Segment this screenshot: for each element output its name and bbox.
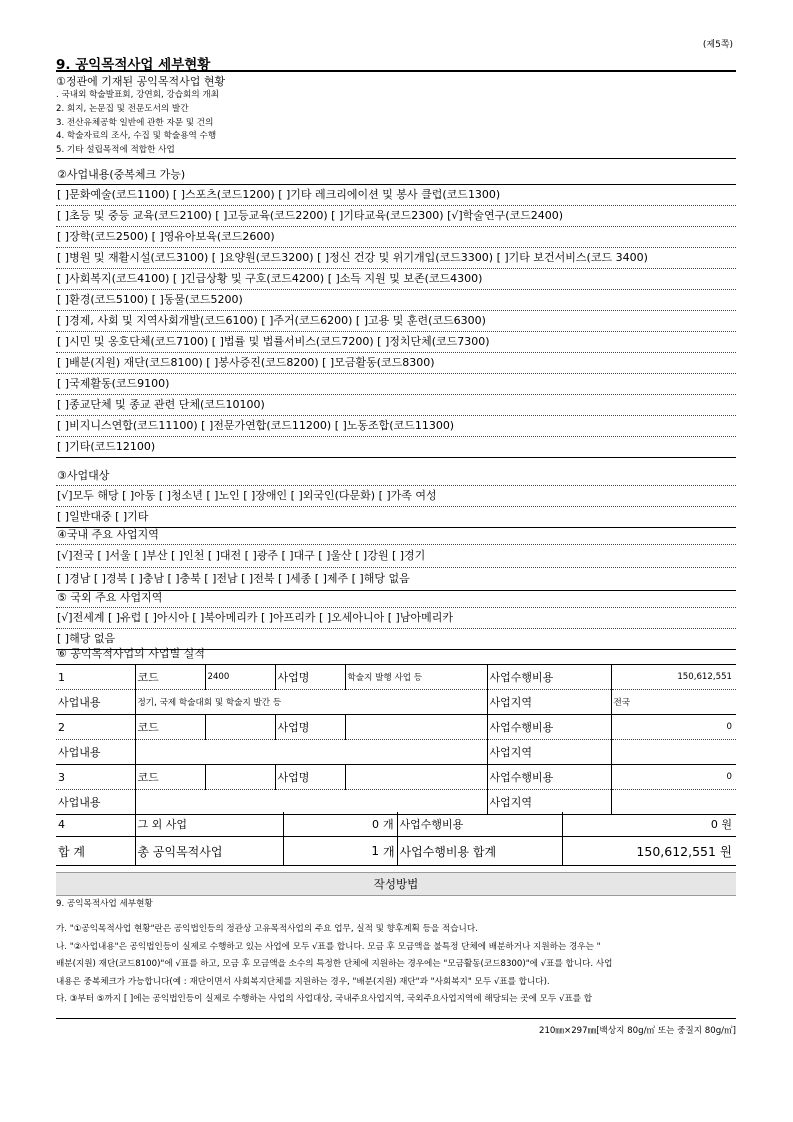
other-number: 4 xyxy=(56,812,135,837)
table-row xyxy=(56,740,736,765)
checkbox-row[interactable]: [ ]경제, 사회 및 지역사회개발(코드6100) [ ]주거(코드6200) [ ]고용 및 훈련(코드6300) xyxy=(56,311,736,332)
instruction-line: 다. ③부터 ⑤까지 [ ]에는 공익법인등이 실제로 수행하는 사업의 사업대상, 국내주요사업지역, 국외주요사업지역에 해당되는 곳에 모두 √표를 합 xyxy=(56,994,593,1004)
table-row xyxy=(56,665,736,690)
region-value[interactable]: 전국 xyxy=(611,690,736,715)
instructions-heading: 9. 공익목적사업 세부현황 xyxy=(56,899,153,909)
total-row xyxy=(56,837,736,866)
cost-value[interactable]: 150,612,551 xyxy=(611,665,736,690)
code-label: 코드 xyxy=(135,665,205,690)
name-label: 사업명 xyxy=(275,665,345,690)
count-unit: 개 xyxy=(383,837,397,866)
name-value[interactable] xyxy=(345,765,487,790)
content-label: 사업내용 xyxy=(56,740,135,765)
page-title: 9. 공익목적사업 세부현황 xyxy=(56,57,211,73)
checkbox-row[interactable]: [ ]국제활동(코드9100) xyxy=(56,374,736,395)
purpose-item: 5. 기타 설립목적에 적합한 사업 xyxy=(56,144,736,159)
section-4-label: ④국내 주요 사업지역 xyxy=(56,526,736,545)
total-name: 총 공익목적사업 xyxy=(135,837,283,866)
section-6-label: ⑥ 공익목적사업의 사업별 실적 xyxy=(56,644,736,665)
other-cost-label: 사업수행비용 xyxy=(397,812,562,837)
checkbox-row[interactable]: [√]전세계 [ ]유럽 [ ]아시아 [ ]북아메리카 [ ]아프리카 [ ]오세아니아 [ ]남아메리카 xyxy=(56,608,736,629)
other-cost-value[interactable]: 0 원 xyxy=(562,812,736,837)
region-label: 사업지역 xyxy=(487,740,611,765)
summary-table xyxy=(56,812,736,866)
checkbox-row[interactable]: [√]모두 해당 [ ]아동 [ ]청소년 [ ]노인 [ ]장애인 [ ]외국인(다문화) [ ]가족 여성 xyxy=(56,486,736,507)
footer-rule xyxy=(56,1018,736,1019)
section-2-label: ②사업내용(중복체크 가능) xyxy=(56,166,736,185)
total-label: 합 계 xyxy=(56,837,135,866)
table-row xyxy=(56,765,736,790)
section-5-label: ⑤ 국외 주요 사업지역 xyxy=(56,589,736,608)
total-count[interactable]: 1 xyxy=(283,837,383,866)
checkbox-row[interactable]: [√]전국 [ ]서울 [ ]부산 [ ]인천 [ ]대전 [ ]광주 [ ]대구 [ ]울산 [ ]강원 [ ]경기 xyxy=(56,545,736,568)
section-performance xyxy=(56,644,736,665)
purpose-item: . 국내외 학술발표회, 강연회, 강습회의 개최 xyxy=(56,90,219,100)
region-value[interactable] xyxy=(611,790,736,815)
checkbox-row[interactable]: [ ]병원 및 재활시설(코드3100) [ ]요양원(코드3200) [ ]정신 건강 및 위기개입(코드3300) [ ]기타 보건서비스(코드 3400) xyxy=(56,248,736,269)
cost-label: 사업수행비용 xyxy=(487,765,611,790)
checkbox-row[interactable]: [ ]시민 및 옹호단체(코드7100) [ ]법률 및 법률서비스(코드7200) [ ]정치단체(코드7300) xyxy=(56,332,736,353)
section-3-label: ③사업대상 xyxy=(56,467,736,486)
instructions-band: 작성방법 xyxy=(56,872,736,896)
content-label: 사업내용 xyxy=(56,690,135,715)
section-1-label: ①정관에 기재된 공익목적사업 현황 xyxy=(56,75,226,88)
checkbox-row[interactable]: [ ]환경(코드5100) [ ]동물(코드5200) xyxy=(56,290,736,311)
checkbox-row[interactable]: [ ]해당 없음 xyxy=(56,629,736,650)
name-value[interactable]: 학술지 발행 사업 등 xyxy=(345,665,487,690)
count-unit: 개 xyxy=(383,812,397,837)
content-label: 사업내용 xyxy=(56,790,135,815)
name-value[interactable] xyxy=(345,715,487,740)
section-domestic-region xyxy=(56,526,736,591)
instructions-text xyxy=(56,921,740,1009)
other-label: 그 외 사업 xyxy=(135,812,283,837)
region-label: 사업지역 xyxy=(487,690,611,715)
instruction-line: 내용은 중복체크가 가능합니다(예 : 재단이면서 사회복지단체를 지원하는 경우, "배분(지원) 재단"과 "사회복지" 모두 √표를 합니다). xyxy=(56,976,550,987)
checkbox-row[interactable]: [ ]문화예술(코드1100) [ ]스포츠(코드1200) [ ]기타 레크리에이션 및 봉사 클럽(코드1300) xyxy=(56,185,736,206)
region-value[interactable] xyxy=(611,740,736,765)
table-row xyxy=(56,790,736,815)
purpose-item: 3. 전산유체공학 일반에 관한 자문 및 건의 xyxy=(56,117,214,128)
name-label: 사업명 xyxy=(275,715,345,740)
name-label: 사업명 xyxy=(275,765,345,790)
content-value[interactable] xyxy=(135,790,487,815)
other-count[interactable]: 0 xyxy=(283,812,383,837)
section-business-target xyxy=(56,467,736,528)
checkbox-row[interactable]: [ ]종교단체 및 종교 관련 단체(코드10100) xyxy=(56,395,736,416)
content-value[interactable]: 정기, 국제 학술대회 및 학술지 발간 등 xyxy=(135,690,487,715)
project-number: 2 xyxy=(56,715,135,740)
section-overseas-region xyxy=(56,589,736,650)
title-rule xyxy=(56,70,736,72)
checkbox-row[interactable]: [ ]사회복지(코드4100) [ ]긴급상황 및 구호(코드4200) [ ]소득 지원 및 보존(코드4300) xyxy=(56,269,736,290)
section-purpose-business xyxy=(56,74,736,159)
performance-table xyxy=(56,665,736,815)
paper-spec-footer: 210㎜×297㎜[백상지 80g/㎡ 또는 중질지 80g/㎡] xyxy=(539,1026,736,1036)
checkbox-row[interactable]: [ ]장학(코드2500) [ ]영유아보육(코드2600) xyxy=(56,227,736,248)
other-business-row xyxy=(56,812,736,837)
project-number: 1 xyxy=(56,665,135,690)
checkbox-row[interactable]: [ ]비지니스연합(코드11100) [ ]전문가연합(코드11200) [ ]노동조합(코드11300) xyxy=(56,416,736,437)
section-business-content xyxy=(56,166,736,458)
region-label: 사업지역 xyxy=(487,790,611,815)
checkbox-row[interactable]: [ ]초등 및 중등 교육(코드2100) [ ]고등교육(코드2200) [ ]기타교육(코드2300) [√]학술연구(코드2400) xyxy=(56,206,736,227)
cost-value[interactable]: 0 xyxy=(611,715,736,740)
cost-value[interactable]: 0 xyxy=(611,765,736,790)
table-row xyxy=(56,715,736,740)
code-value[interactable] xyxy=(205,765,275,790)
instruction-line: 가. "①공익목적사업 현황"란은 공익법인등의 정관상 고유목적사업의 주요 업무, 실적 및 향후계획 등을 적습니다. xyxy=(56,924,478,934)
total-cost-label: 사업수행비용 합계 xyxy=(397,837,562,866)
cost-label: 사업수행비용 xyxy=(487,665,611,690)
instruction-line: 배분(지원) 재단(코드8100)"에 √표를 하고, 모금 후 모금액을 소수의 특정한 단체에 지원하는 경우에는 "모금활동(코드8300)"에 √표를 합니다. 사업 xyxy=(56,959,613,969)
content-value[interactable] xyxy=(135,740,487,765)
code-value[interactable] xyxy=(205,715,275,740)
cost-label: 사업수행비용 xyxy=(487,715,611,740)
form-page-number: (제5쪽) xyxy=(702,40,733,50)
purpose-item: 4. 학술자료의 조사, 수집 및 학술용역 수행 xyxy=(56,131,217,142)
purpose-item: 2. 회지, 논문집 및 전문도서의 발간 xyxy=(56,103,189,114)
checkbox-row[interactable]: [ ]기타(코드12100) xyxy=(56,437,736,458)
instruction-line: 나. "②사업내용"은 공익법인등이 실제로 수행하고 있는 사업에 모두 √표를 합니다. 모금 후 모금액을 불특정 단체에 배분하거나 지원하는 경우는 " xyxy=(56,941,601,952)
checkbox-row[interactable]: [ ]일반대중 [ ]기타 xyxy=(56,507,736,528)
checkbox-row[interactable]: [ ]배분(지원) 재단(코드8100) [ ]봉사증진(코드8200) [ ]모금활동(코드8300) xyxy=(56,353,736,374)
table-row xyxy=(56,690,736,715)
checkbox-row[interactable]: [ ]경남 [ ]경북 [ ]충남 [ ]충북 [ ]전남 [ ]전북 [ ]세종 [ ]제주 [ ]해당 없음 xyxy=(56,568,736,591)
total-cost-value[interactable]: 150,612,551 원 xyxy=(562,837,736,866)
code-value[interactable]: 2400 xyxy=(205,665,275,690)
project-number: 3 xyxy=(56,765,135,790)
code-label: 코드 xyxy=(135,715,205,740)
code-label: 코드 xyxy=(135,765,205,790)
